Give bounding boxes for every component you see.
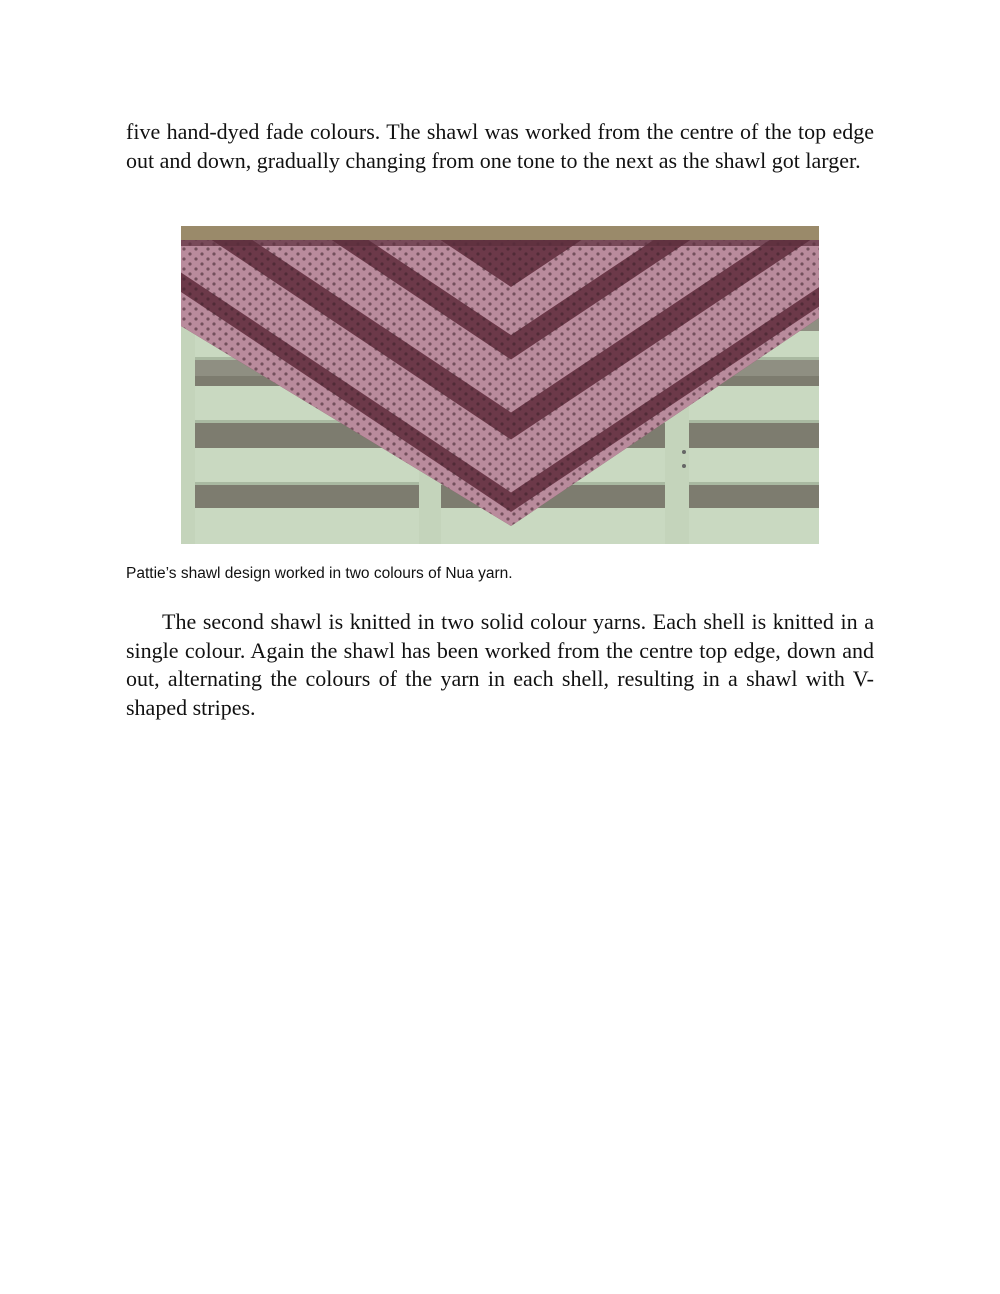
body-paragraph-2: The second shawl is knitted in two solid colour yarns. Each shell is knitted in a single colour. Again the shawl has been worked from the centre top edge, down and out, alternating the colours of the yarn in each shell, resulting in a shawl with V-shaped stripes. xyxy=(126,609,874,720)
shawl-photo xyxy=(181,226,819,544)
body-paragraph-1: five hand-dyed fade colours. The shawl was worked from the centre of the top edge out and down, gradually changing from one tone to the next as the shawl got larger. xyxy=(126,119,874,173)
figure-caption: Pattie’s shawl design worked in two colours of Nua yarn. xyxy=(126,565,513,582)
